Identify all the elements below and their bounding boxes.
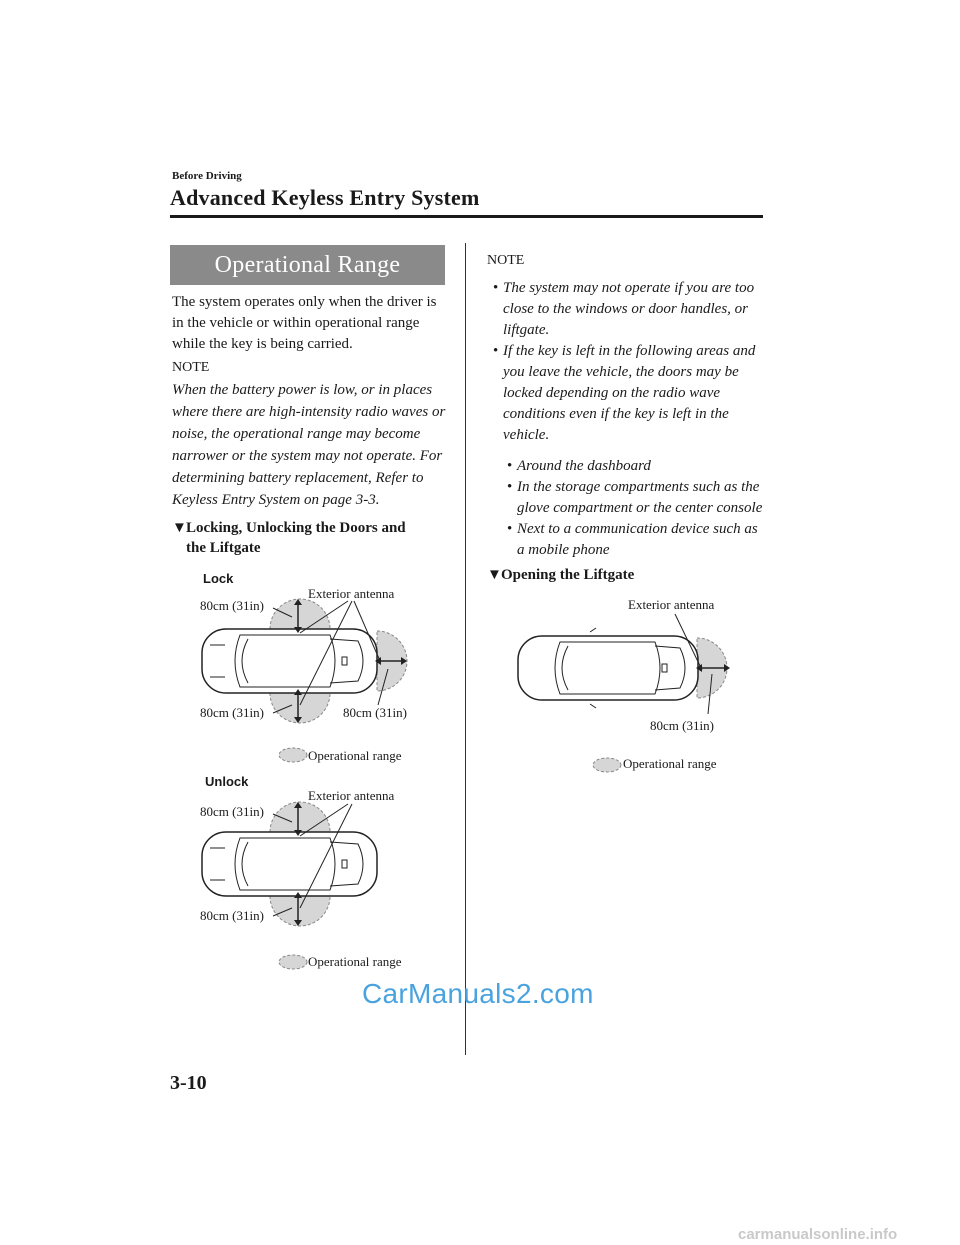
intro-paragraph: The system operates only when the driver is in the vehicle or within operational range while the key is being carried. [172, 294, 437, 352]
lock-antenna-label: Exterior antenna [308, 586, 395, 601]
lock-car-drawing [180, 565, 460, 770]
right-note-label: NOTE [487, 253, 525, 268]
unlock-label: Unlock [205, 774, 249, 789]
sub-bullets [487, 456, 767, 561]
unlock-dist-bottom: 80cm (31in) [200, 908, 264, 923]
lock-dist-top: 80cm (31in) [200, 598, 264, 613]
liftgate-diagram [510, 590, 760, 780]
lock-dist-rear: 80cm (31in) [343, 705, 407, 720]
lock-label: Lock [203, 571, 234, 586]
unlock-legend-text: Operational range [308, 954, 402, 969]
unlock-antenna-label: Exterior antenna [308, 788, 395, 803]
lock-dist-bottom: 80cm (31in) [200, 705, 264, 720]
lock-diagram [180, 565, 460, 770]
column-divider [465, 243, 466, 1055]
subhead-line-1: Locking, Unlocking the Doors and [186, 520, 406, 536]
unlock-car-drawing [180, 770, 460, 975]
watermark-logo: CarManuals2.com [362, 978, 594, 1009]
triangle-marker-icon: ▼ [172, 520, 187, 536]
list-item: • Around the dashboard [507, 458, 651, 474]
liftgate-legend-text: Operational range [623, 756, 717, 771]
liftgate-antenna-label: Exterior antenna [628, 597, 715, 612]
title-rule [170, 215, 763, 218]
subhead-line-2: the Liftgate [186, 540, 261, 556]
right-note-bullets [487, 278, 767, 561]
unlock-dist-top: 80cm (31in) [200, 804, 264, 819]
footer-watermark: carmanualsonline.info [738, 1226, 898, 1243]
list-item: • The system may not operate if you are too close to the windows or door handles, or liftgate. [493, 280, 755, 338]
page-number: 3-10 [170, 1072, 207, 1094]
page-title: Advanced Keyless Entry System [170, 185, 480, 210]
subhead-liftgate: ▼Opening the Liftgate [487, 567, 635, 583]
note-label: NOTE [172, 360, 210, 375]
list-item: • In the storage compartments such as the glove compartment or the center console [507, 479, 763, 516]
liftgate-dist-rear: 80cm (31in) [650, 718, 714, 733]
liftgate-car-drawing [510, 590, 760, 780]
unlock-diagram [180, 770, 460, 975]
note-text: When the battery power is low, or in places where there are high-intensity radio waves or noise, the operational range may become narrower or the system may not operate. For determining battery replacement, Refer to Keyless Entry System on page 3-3. [172, 382, 446, 508]
list-item: • Next to a communication device such as a mobile phone [507, 521, 758, 558]
section-banner: Operational Range [170, 245, 445, 285]
subhead-locking [172, 518, 452, 558]
triangle-marker-icon: ▼ [487, 567, 502, 583]
list-item: • If the key is left in the following areas and you leave the vehicle, the doors may be locked depending on the radio wave conditions even if the key is left in the vehicle. [493, 343, 756, 443]
lock-legend-text: Operational range [308, 748, 402, 763]
section-label: Before Driving [172, 170, 242, 182]
